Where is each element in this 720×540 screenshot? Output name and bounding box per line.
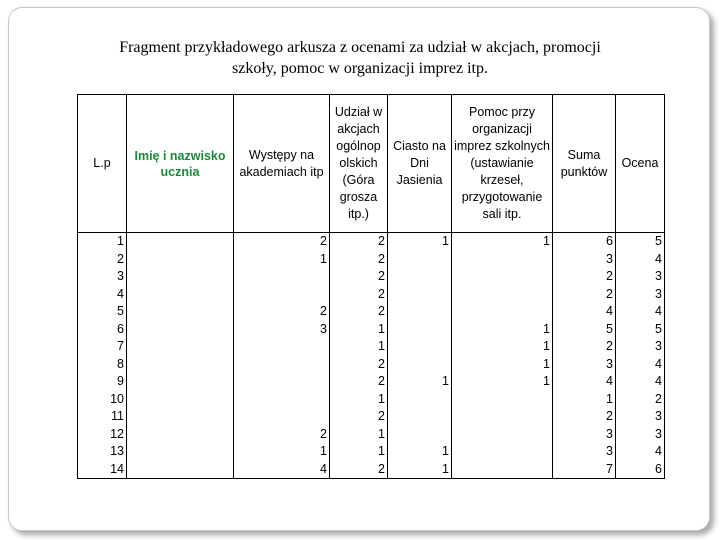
cell-sum: 2 [553,268,616,286]
cell-lp: 5 [78,303,127,321]
cell-name [127,461,234,479]
cell-sum: 6 [553,233,616,251]
table-body [78,233,665,479]
header-row [78,95,665,233]
table-row [78,233,665,251]
title-line-2: szkoły, pomoc w organizacji imprez itp. [232,60,488,77]
table-row [78,338,665,356]
cell-name [127,251,234,269]
cell-name [127,356,234,374]
cell-lp: 1 [78,233,127,251]
cell-lp: 12 [78,426,127,444]
cell-name [127,443,234,461]
table-row [78,461,665,479]
cell-actions: 1 [330,391,388,409]
header-help: Pomoc przy organizacji imprez szkolnych (ustawianie krzeseł, przygotowanie sali itp. [452,95,553,233]
table-row [78,373,665,391]
cell-name [127,286,234,304]
cell-academies: 2 [234,233,330,251]
cell-name [127,391,234,409]
cell-lp: 3 [78,268,127,286]
cell-lp: 9 [78,373,127,391]
cell-lp: 13 [78,443,127,461]
cell-actions: 2 [330,286,388,304]
cell-cakes [388,408,452,426]
cell-name [127,233,234,251]
cell-help: 1 [452,321,553,339]
cell-sum: 3 [553,251,616,269]
cell-academies [234,338,330,356]
title-line-1: Fragment przykładowego arkusza z ocenami za udział w akcjach, promocji [119,39,601,56]
cell-academies: 3 [234,321,330,339]
table-row [78,356,665,374]
cell-help [452,251,553,269]
cell-actions: 1 [330,426,388,444]
cell-grade: 3 [616,268,665,286]
cell-sum: 4 [553,303,616,321]
cell-name [127,408,234,426]
cell-name [127,373,234,391]
cell-cakes [388,426,452,444]
cell-lp: 4 [78,286,127,304]
cell-lp: 7 [78,338,127,356]
cell-sum: 2 [553,408,616,426]
cell-help: 1 [452,233,553,251]
cell-sum: 3 [553,443,616,461]
cell-cakes: 1 [388,461,452,479]
cell-actions: 2 [330,268,388,286]
cell-grade: 5 [616,321,665,339]
cell-grade: 4 [616,251,665,269]
cell-academies [234,356,330,374]
cell-academies [234,408,330,426]
cell-actions: 2 [330,373,388,391]
cell-lp: 14 [78,461,127,479]
cell-help: 1 [452,338,553,356]
cell-academies: 2 [234,426,330,444]
table-row [78,321,665,339]
cell-lp: 2 [78,251,127,269]
header-grade: Ocena [616,95,665,233]
cell-cakes: 1 [388,233,452,251]
cell-help [452,391,553,409]
header-actions: Udział w akcjach ogólnop olskich (Góra grosza itp.) [330,95,388,233]
cell-grade: 2 [616,391,665,409]
cell-sum: 2 [553,338,616,356]
cell-cakes [388,356,452,374]
cell-lp: 10 [78,391,127,409]
cell-academies: 2 [234,303,330,321]
header-sum: Suma punktów [553,95,616,233]
cell-academies [234,286,330,304]
cell-cakes [388,321,452,339]
cell-help: 1 [452,356,553,374]
cell-academies: 1 [234,443,330,461]
header-lp: L.p [78,95,127,233]
cell-grade: 5 [616,233,665,251]
table-row [78,426,665,444]
cell-actions: 2 [330,356,388,374]
cell-grade: 3 [616,338,665,356]
cell-sum: 1 [553,391,616,409]
table-row [78,303,665,321]
cell-help [452,443,553,461]
cell-help [452,461,553,479]
cell-actions: 1 [330,443,388,461]
cell-grade: 4 [616,303,665,321]
cell-sum: 3 [553,426,616,444]
cell-actions: 2 [330,233,388,251]
cell-actions: 2 [330,303,388,321]
cell-cakes [388,268,452,286]
cell-sum: 4 [553,373,616,391]
cell-lp: 8 [78,356,127,374]
cell-sum: 7 [553,461,616,479]
cell-academies [234,391,330,409]
cell-academies: 1 [234,251,330,269]
cell-help [452,268,553,286]
table-row [78,391,665,409]
cell-cakes: 1 [388,443,452,461]
cell-name [127,268,234,286]
cell-actions: 2 [330,408,388,426]
cell-cakes [388,303,452,321]
header-cakes: Ciasto na Dni Jasienia [388,95,452,233]
table-row [78,286,665,304]
cell-academies: 4 [234,461,330,479]
table-row [78,443,665,461]
cell-cakes [388,251,452,269]
cell-actions: 2 [330,461,388,479]
cell-cakes [388,391,452,409]
header-name: Imię i nazwisko ucznia [127,95,234,233]
cell-grade: 3 [616,408,665,426]
cell-name [127,338,234,356]
cell-name [127,426,234,444]
cell-grade: 4 [616,356,665,374]
cell-help [452,303,553,321]
cell-grade: 4 [616,443,665,461]
cell-cakes [388,286,452,304]
cell-help: 1 [452,373,553,391]
cell-actions: 1 [330,338,388,356]
cell-actions: 2 [330,251,388,269]
cell-sum: 3 [553,356,616,374]
table-row [78,268,665,286]
cell-grade: 4 [616,373,665,391]
cell-sum: 5 [553,321,616,339]
cell-actions: 1 [330,321,388,339]
cell-help [452,408,553,426]
cell-academies [234,268,330,286]
grades-table [77,94,665,479]
table-row [78,251,665,269]
table-row [78,408,665,426]
cell-cakes [388,338,452,356]
cell-academies [234,373,330,391]
cell-name [127,303,234,321]
cell-lp: 11 [78,408,127,426]
cell-cakes: 1 [388,373,452,391]
cell-lp: 6 [78,321,127,339]
cell-grade: 3 [616,286,665,304]
cell-grade: 3 [616,426,665,444]
cell-help [452,426,553,444]
cell-name [127,321,234,339]
cell-grade: 6 [616,461,665,479]
cell-help [452,286,553,304]
page-title [60,37,660,79]
cell-sum: 2 [553,286,616,304]
header-academies: Występy na akademiach itp [234,95,330,233]
